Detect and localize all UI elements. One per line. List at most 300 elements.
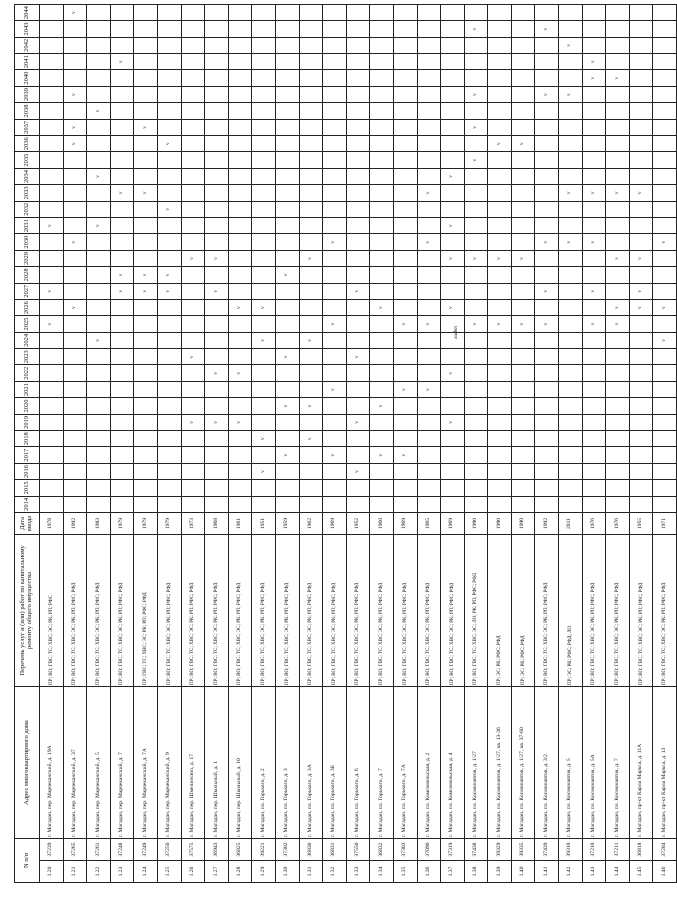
year-cell <box>606 414 630 430</box>
year-cell <box>252 398 276 414</box>
year-cell <box>110 250 134 266</box>
year-cell <box>299 414 323 430</box>
year-cell <box>205 398 229 414</box>
year-cell <box>157 447 181 463</box>
year-cell <box>559 136 583 152</box>
commission-year: 1951 <box>252 513 276 535</box>
row-number: 1.21 <box>63 861 87 883</box>
year-cell <box>87 250 111 266</box>
house-code: 37261 <box>87 839 111 861</box>
year-cell <box>205 103 229 119</box>
year-cell <box>134 299 158 315</box>
year-check-mark: v <box>582 54 606 70</box>
year-cell <box>323 217 347 233</box>
year-check-mark: v <box>87 103 111 119</box>
year-cell <box>181 267 205 283</box>
year-cell <box>393 185 417 201</box>
year-cell <box>87 136 111 152</box>
year-cell <box>228 54 252 70</box>
year-cell <box>40 119 64 135</box>
works-list: ПР; ВО; ГВС; ТС; ХВС; ЭС; РК; РП; РФС; РФД <box>417 535 441 687</box>
house-address: г. Магадан, пл. Горького, д. 7А <box>393 687 417 839</box>
works-list: ПР; ВО; ГВС; ТС; ХВС; ЭС; РК; РП; РФС; РФД <box>228 535 252 687</box>
year-cell <box>511 365 535 381</box>
year-cell <box>582 447 606 463</box>
year-cell <box>228 267 252 283</box>
year-cell <box>252 37 276 53</box>
year-check-mark: v <box>228 414 252 430</box>
year-check-mark: v <box>582 316 606 332</box>
year-cell <box>63 447 87 463</box>
year-check-mark: v <box>393 381 417 397</box>
year-cell <box>40 365 64 381</box>
year-cell <box>323 349 347 365</box>
year-cell <box>346 86 370 102</box>
year-cell <box>299 234 323 250</box>
year-cell <box>323 299 347 315</box>
year-check-mark: v <box>40 283 64 299</box>
year-cell <box>110 463 134 479</box>
year-cell <box>134 381 158 397</box>
year-cell <box>40 136 64 152</box>
year-cell <box>535 447 559 463</box>
year-cell <box>275 86 299 102</box>
year-cell <box>157 332 181 348</box>
year-cell <box>629 480 653 496</box>
year-cell <box>228 136 252 152</box>
year-cell <box>63 365 87 381</box>
year-cell <box>181 185 205 201</box>
year-cell <box>559 431 583 447</box>
year-cell <box>464 365 488 381</box>
year-cell <box>323 463 347 479</box>
year-cell <box>205 37 229 53</box>
year-cell <box>464 201 488 217</box>
year-cell <box>87 349 111 365</box>
year-cell <box>157 234 181 250</box>
year-check-mark: v <box>275 349 299 365</box>
year-cell <box>370 54 394 70</box>
year-cell <box>110 152 134 168</box>
year-cell <box>653 4 677 20</box>
year-cell <box>653 431 677 447</box>
year-cell <box>40 86 64 102</box>
year-cell <box>393 103 417 119</box>
header-year-2037: 2037 <box>15 119 40 135</box>
year-cell <box>205 299 229 315</box>
year-cell <box>323 201 347 217</box>
house-code: 37265 <box>63 839 87 861</box>
year-cell <box>653 496 677 512</box>
year-cell <box>110 4 134 20</box>
works-list: ПР; ВО; ГВС; ТС; ХВС; ЭС; РК; РП; РФС; РФД <box>370 535 394 687</box>
year-cell <box>40 250 64 266</box>
works-list: ПР; ВО; ГВС; ТС; ХВС; ЭС; РК; РП; РФС; РФД <box>629 535 653 687</box>
row-number: 1.29 <box>252 861 276 883</box>
year-cell <box>181 37 205 53</box>
year-cell <box>441 349 465 365</box>
year-cell <box>417 398 441 414</box>
year-check-mark: v <box>299 332 323 348</box>
year-check-mark: v <box>63 136 87 152</box>
year-check-mark: v <box>488 316 512 332</box>
works-list: ПР; ВО; ГВС; ТС; ХВС; ЭС; РК; РП; РФС; РФД <box>110 535 134 687</box>
year-cell <box>275 299 299 315</box>
year-cell <box>629 381 653 397</box>
year-cell <box>323 480 347 496</box>
year-cell <box>40 201 64 217</box>
year-cell <box>157 152 181 168</box>
year-cell <box>87 267 111 283</box>
year-cell <box>370 365 394 381</box>
header-year-2039: 2039 <box>15 86 40 102</box>
year-cell <box>63 332 87 348</box>
year-check-mark: v <box>441 250 465 266</box>
year-cell <box>346 21 370 37</box>
year-cell <box>346 54 370 70</box>
year-cell <box>393 37 417 53</box>
year-cell <box>393 201 417 217</box>
year-check-mark: v <box>299 431 323 447</box>
year-cell <box>134 480 158 496</box>
year-cell <box>346 185 370 201</box>
year-cell <box>417 54 441 70</box>
year-cell <box>157 463 181 479</box>
year-cell <box>252 496 276 512</box>
year-cell <box>417 332 441 348</box>
year-cell <box>228 447 252 463</box>
year-cell <box>275 70 299 86</box>
year-cell <box>370 283 394 299</box>
year-cell <box>582 267 606 283</box>
year-check-mark: v <box>323 316 347 332</box>
works-list: ПР; ГВС; ТС; ХВС; ЭС; РК; РП; РФС; РФД <box>134 535 158 687</box>
year-cell <box>535 349 559 365</box>
house-address: г. Магадан, пл. Космонавтов, д. 1/27 <box>464 687 488 839</box>
house-code: 37284 <box>653 839 677 861</box>
year-cell <box>464 267 488 283</box>
commission-year: 1979 <box>110 513 134 535</box>
works-list: ПР; ВО; ГВС; ТС; ХВС; ЭС; РК; РП; РФС; РФД <box>346 535 370 687</box>
year-cell <box>488 21 512 37</box>
year-check-mark: v <box>157 267 181 283</box>
year-cell <box>275 496 299 512</box>
year-cell <box>370 103 394 119</box>
year-cell <box>157 4 181 20</box>
year-cell <box>323 21 347 37</box>
year-cell <box>582 332 606 348</box>
row-number: 1.23 <box>110 861 134 883</box>
year-cell <box>441 496 465 512</box>
table-row <box>63 4 87 882</box>
table-row <box>275 4 299 882</box>
year-cell <box>228 86 252 102</box>
year-cell <box>157 349 181 365</box>
year-check-mark: v <box>559 86 583 102</box>
year-cell <box>511 201 535 217</box>
commission-year: 1976 <box>582 513 606 535</box>
year-cell <box>559 463 583 479</box>
year-cell <box>653 201 677 217</box>
year-cell <box>629 136 653 152</box>
year-cell <box>323 250 347 266</box>
year-cell <box>299 299 323 315</box>
house-address: г. Магадан, пл. Космонавтов, д. 5А <box>582 687 606 839</box>
year-cell <box>488 381 512 397</box>
year-check-mark: v <box>323 447 347 463</box>
year-cell <box>629 103 653 119</box>
year-cell <box>205 86 229 102</box>
year-cell <box>252 381 276 397</box>
year-cell <box>464 480 488 496</box>
year-cell <box>417 86 441 102</box>
year-cell <box>40 70 64 86</box>
year-cell <box>559 365 583 381</box>
year-cell <box>606 480 630 496</box>
year-cell <box>275 201 299 217</box>
year-cell <box>511 152 535 168</box>
table-row <box>181 4 205 882</box>
year-cell <box>323 283 347 299</box>
year-cell <box>488 54 512 70</box>
year-cell <box>535 4 559 20</box>
commission-year: 2011 <box>559 513 583 535</box>
year-cell <box>346 365 370 381</box>
works-list: ПР; ВО; ГВС; ТС; ХВС; ЭС; РК; РП; РФС; РФД <box>63 535 87 687</box>
year-cell <box>252 168 276 184</box>
house-code: 36830 <box>299 839 323 861</box>
year-cell <box>606 463 630 479</box>
year-cell <box>559 250 583 266</box>
year-cell <box>653 37 677 53</box>
year-cell <box>134 365 158 381</box>
commission-year: 1962 <box>299 513 323 535</box>
year-cell <box>134 250 158 266</box>
year-check-mark: v <box>63 234 87 250</box>
year-cell <box>87 365 111 381</box>
year-cell <box>606 349 630 365</box>
year-cell <box>417 103 441 119</box>
year-cell <box>87 37 111 53</box>
works-list: ПР; ВО; ГВС; ТС; ХВС; ЭС; РК; РП; РФС; РФД <box>157 535 181 687</box>
year-cell <box>629 267 653 283</box>
year-check-mark: v <box>323 381 347 397</box>
year-check-mark: v <box>346 463 370 479</box>
year-cell <box>205 381 229 397</box>
year-cell <box>252 217 276 233</box>
year-cell <box>370 37 394 53</box>
year-cell <box>606 4 630 20</box>
year-cell <box>370 119 394 135</box>
year-check-mark: v <box>157 201 181 217</box>
year-cell <box>40 332 64 348</box>
year-cell <box>582 349 606 365</box>
table-row <box>323 4 347 882</box>
year-cell <box>63 316 87 332</box>
year-cell <box>417 299 441 315</box>
year-check-mark: v <box>87 217 111 233</box>
house-address: г. Магадан, пл. Горького, д. 6 <box>346 687 370 839</box>
year-cell <box>323 332 347 348</box>
year-cell <box>606 431 630 447</box>
year-check-mark: v <box>323 234 347 250</box>
year-cell <box>464 283 488 299</box>
year-cell <box>393 168 417 184</box>
works-list: ПР; ВО; ГВС; ТС; ХВС; ЭС; РК; РП; РФС; РФД <box>582 535 606 687</box>
year-cell <box>346 152 370 168</box>
year-check-mark: v <box>511 316 535 332</box>
year-cell <box>323 70 347 86</box>
year-cell <box>535 103 559 119</box>
table-row <box>87 4 111 882</box>
year-cell <box>299 4 323 20</box>
year-cell <box>181 103 205 119</box>
row-number: 1.31 <box>299 861 323 883</box>
year-cell <box>582 431 606 447</box>
row-number: 1.41 <box>535 861 559 883</box>
year-cell <box>275 185 299 201</box>
house-address: г. Магадан, пер. Школьный, д. 1 <box>205 687 229 839</box>
year-cell <box>252 185 276 201</box>
year-cell <box>181 299 205 315</box>
header-year: Дата ввода <box>15 513 40 535</box>
year-cell <box>629 152 653 168</box>
year-cell <box>417 431 441 447</box>
year-cell <box>63 349 87 365</box>
year-cell <box>275 283 299 299</box>
works-list: ПР; ЭС; РК; РФС; РФД <box>488 535 512 687</box>
year-cell <box>629 168 653 184</box>
year-cell <box>87 447 111 463</box>
header-year-2022: 2022 <box>15 365 40 381</box>
year-cell <box>511 86 535 102</box>
year-cell <box>653 463 677 479</box>
house-code: 37550 <box>346 839 370 861</box>
year-cell <box>464 398 488 414</box>
year-cell <box>110 381 134 397</box>
house-address: г. Магадан, пл. Космонавтов, д. 1/27, кв. 13-36 <box>488 687 512 839</box>
year-cell <box>110 398 134 414</box>
year-cell <box>323 398 347 414</box>
year-cell <box>87 463 111 479</box>
year-cell <box>629 217 653 233</box>
year-cell <box>181 70 205 86</box>
header-year-2038: 2038 <box>15 103 40 119</box>
year-cell <box>653 349 677 365</box>
year-cell <box>606 21 630 37</box>
year-cell <box>228 70 252 86</box>
year-cell <box>582 299 606 315</box>
year-cell <box>299 283 323 299</box>
year-cell <box>417 217 441 233</box>
row-number: 1.36 <box>417 861 441 883</box>
year-check-mark: v <box>606 299 630 315</box>
commission-year: 1990 <box>488 513 512 535</box>
year-cell <box>629 349 653 365</box>
year-cell <box>110 365 134 381</box>
year-cell <box>535 250 559 266</box>
year-cell <box>228 37 252 53</box>
table-row <box>511 4 535 882</box>
year-cell <box>370 168 394 184</box>
year-cell <box>417 70 441 86</box>
header-year-2027: 2027 <box>15 283 40 299</box>
year-cell <box>252 70 276 86</box>
table-row <box>40 4 64 882</box>
house-address: г. Магадан, пер. Шмелинсюп, д. 17 <box>181 687 205 839</box>
row-number: 1.24 <box>134 861 158 883</box>
year-cell <box>559 54 583 70</box>
house-address: г. Магадан, пр-кт Карла Маркса, д. 13 <box>653 687 677 839</box>
year-cell <box>134 332 158 348</box>
works-list: ПР; ВО; ГВС; ТС; ХВС; ЭС; РК; РП; РФС; РФД <box>299 535 323 687</box>
year-cell <box>582 4 606 20</box>
year-cell <box>393 86 417 102</box>
year-check-mark: v <box>134 267 158 283</box>
year-check-mark: v <box>417 381 441 397</box>
table-row <box>393 4 417 882</box>
year-check-mark: v <box>40 217 64 233</box>
year-cell <box>653 168 677 184</box>
year-check-mark: v <box>606 250 630 266</box>
house-address: г. Магадан, пл. Горького, д. 3 <box>275 687 299 839</box>
year-check-mark: v <box>488 250 512 266</box>
year-cell <box>346 201 370 217</box>
table-row <box>535 4 559 882</box>
year-cell <box>87 283 111 299</box>
year-cell <box>134 103 158 119</box>
year-cell <box>205 349 229 365</box>
year-cell <box>393 299 417 315</box>
year-cell <box>346 299 370 315</box>
year-cell <box>87 431 111 447</box>
year-cell <box>535 267 559 283</box>
year-cell <box>346 70 370 86</box>
year-cell <box>441 185 465 201</box>
year-check-mark: v <box>299 250 323 266</box>
year-cell <box>157 54 181 70</box>
year-cell <box>559 381 583 397</box>
year-cell <box>370 463 394 479</box>
works-list: ПР; ВО; ГВС; ТС; ХВС; ЭС; РК; РП; РФС <box>40 535 64 687</box>
year-cell <box>299 103 323 119</box>
year-cell <box>275 54 299 70</box>
commission-year: 1990 <box>511 513 535 535</box>
year-cell <box>629 201 653 217</box>
year-cell <box>417 201 441 217</box>
year-cell <box>393 480 417 496</box>
year-cell <box>629 414 653 430</box>
year-cell <box>629 119 653 135</box>
year-cell <box>441 4 465 20</box>
year-cell <box>157 316 181 332</box>
header-year-2023: 2023 <box>15 349 40 365</box>
year-cell <box>629 447 653 463</box>
year-cell <box>653 447 677 463</box>
year-cell <box>559 283 583 299</box>
header-year-2024: 2024 <box>15 332 40 348</box>
year-cell <box>370 201 394 217</box>
year-cell <box>511 217 535 233</box>
year-cell <box>559 447 583 463</box>
year-cell <box>441 381 465 397</box>
year-cell <box>323 37 347 53</box>
year-cell <box>228 201 252 217</box>
year-check-mark: v <box>629 283 653 299</box>
year-cell <box>181 398 205 414</box>
year-check-mark: v <box>205 365 229 381</box>
year-cell <box>582 250 606 266</box>
